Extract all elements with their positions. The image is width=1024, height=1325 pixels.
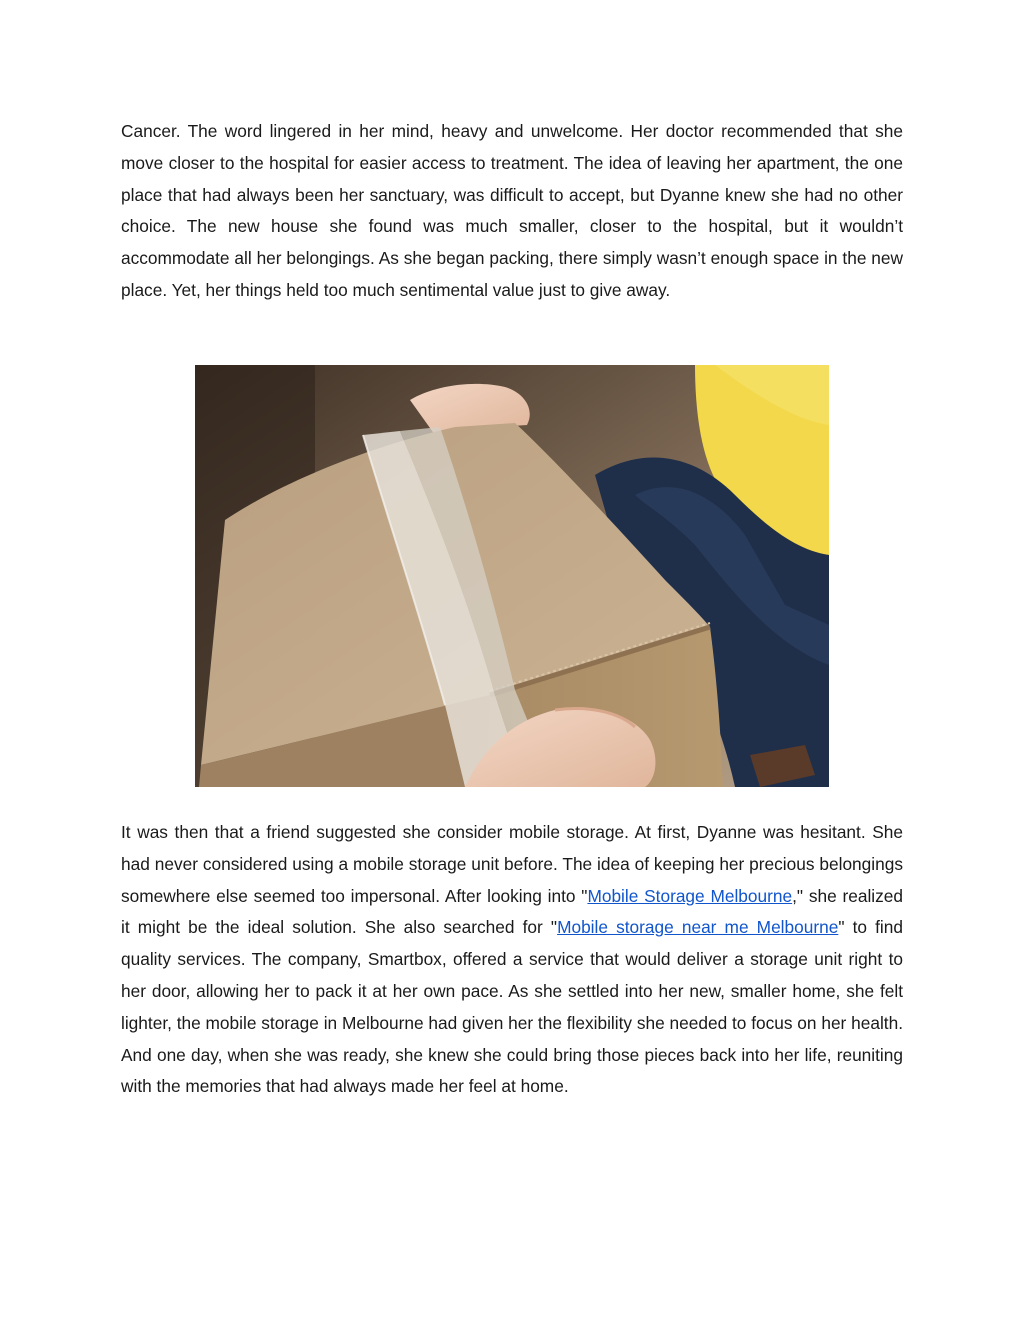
paragraph-storage	[121, 817, 903, 1103]
paragraph-text: It was then that a friend suggested she consider mobile storage. At first, Dyanne was hesitant. She had never considered using a mobile storage unit before. The idea of keeping her precious belongings somewhere else seemed too impersonal. After looking into "	[121, 822, 903, 906]
paragraph-text: " to find quality services. The company, Smartbox, offered a service that would deliver a storage unit right to her door, allowing her to pack it at her own pace. As she settled into her new, smaller home, she felt lighter, the mobile storage in Melbourne had given her the flexibility she needed to focus on her health. And one day, when she was ready, she knew she could bring those pieces back into her life, reuniting with the memories that had always made her feel at home.	[121, 917, 903, 1097]
cardboard-box-photo	[195, 365, 829, 787]
paragraph-intro: Cancer. The word lingered in her mind, heavy and unwelcome. Her doctor recommended that she move closer to the hospital for easier access to treatment. The idea of leaving her apartment, the one place that had always been her sanctuary, was difficult to accept, but Dyanne knew she had no other choice. The new house she found was much smaller, closer to the hospital, but it wouldn’t accommodate all her belongings. As she began packing, there simply wasn’t enough space in the new place. Yet, her things held too much sentimental value just to give away.	[121, 121, 903, 300]
paragraph-text: ," she realized it might be the ideal solution. She also searched for "	[121, 885, 903, 938]
link-mobile-storage-near-me[interactable]: Mobile storage near me Melbourne	[557, 917, 839, 938]
link-mobile-storage-melbourne[interactable]: Mobile Storage Melbourne	[587, 885, 793, 906]
